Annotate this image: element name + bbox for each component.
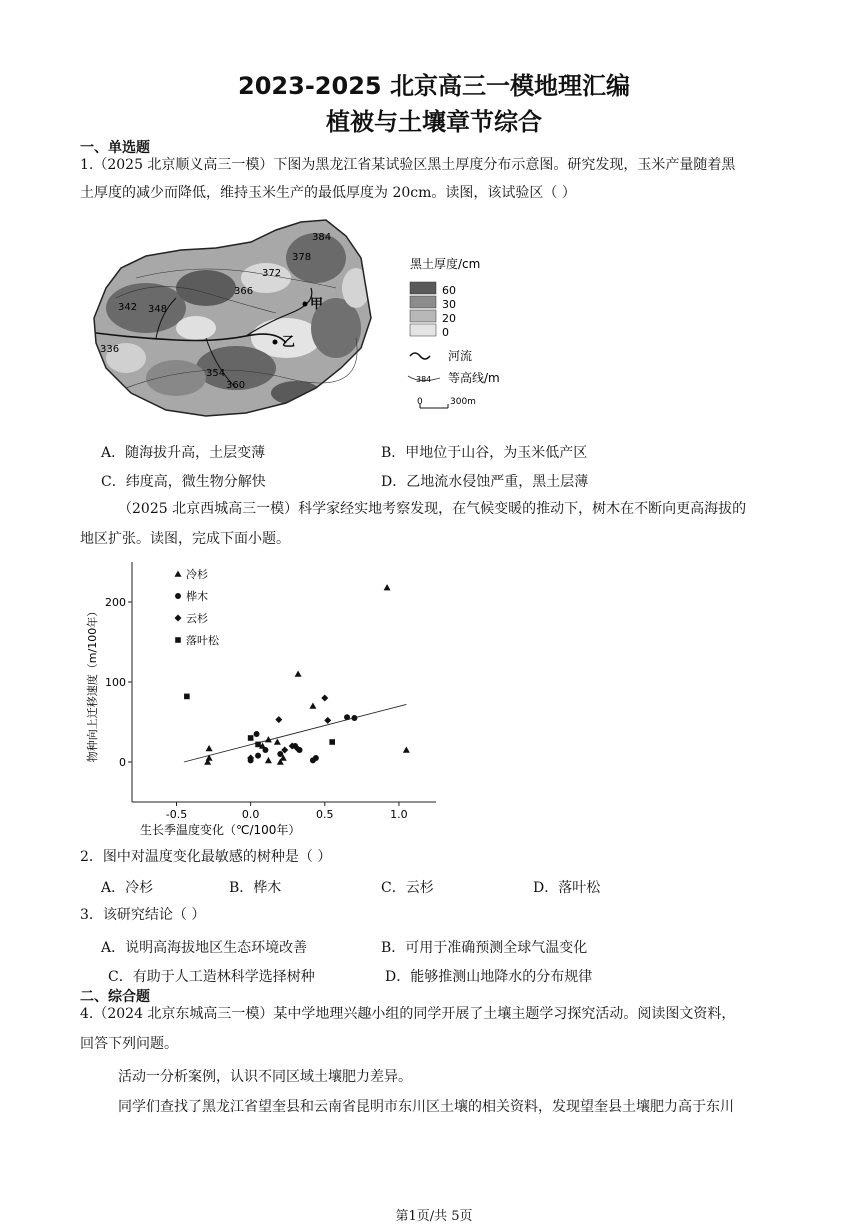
q3-option-b[interactable]: B．可用于准确预测全球气温变化: [381, 940, 588, 956]
q1-stem-line2: 土厚度的减少而降低，维持玉米生产的最低厚度为 20cm。读图，该试验区（ ）: [80, 185, 576, 201]
legend-label: 冷杉: [186, 568, 208, 581]
soil-thickness-area: [86, 218, 386, 428]
legend-swatch: [410, 282, 436, 294]
q1-option-d[interactable]: D．乙地流水侵蚀严重，黑土层薄: [381, 474, 589, 490]
q2-option-c[interactable]: C．云杉: [381, 880, 434, 896]
legend-swatch: [410, 310, 436, 322]
x-tick-label: -0.5: [165, 808, 188, 821]
contour-label: 372: [262, 268, 282, 279]
contour-legend-label: 等高线/m: [448, 371, 500, 385]
data-point: [184, 694, 190, 700]
legend-marker: [175, 571, 182, 577]
q3-option-a[interactable]: A．说明高海拔地区生态环境改善: [101, 940, 308, 956]
q1-option-c[interactable]: C．纬度高，微生物分解快: [101, 474, 266, 490]
data-point: [274, 739, 281, 745]
legend-marker: [175, 615, 182, 622]
contour-label: 354: [206, 368, 226, 379]
legend-value: 0: [442, 326, 449, 339]
q1-option-b[interactable]: B．甲地位于山谷，为玉米低产区: [381, 445, 588, 461]
data-point: [206, 745, 213, 751]
q3-option-c[interactable]: C．有助于人工造林科学选择树种: [108, 969, 315, 985]
legend-label: 桦木: [186, 590, 208, 603]
river-legend-symbol: [410, 353, 430, 359]
scale-length: 300m: [450, 397, 476, 407]
legend-value: 20: [442, 312, 456, 325]
legend-swatch: [410, 324, 436, 336]
q4-activity-heading: 活动一分析案例，认识不同区域土壤肥力差异。: [118, 1069, 412, 1085]
q2-stem: 2．图中对温度变化最敏感的树种是（ ）: [80, 849, 332, 865]
y-tick-label: 200: [105, 596, 126, 609]
q2-option-b[interactable]: B．桦木: [229, 880, 282, 896]
legend-label: 云杉: [186, 612, 208, 625]
data-point: [255, 753, 261, 759]
q3-stem: 3．该研究结论（ ）: [80, 907, 206, 923]
q4-paragraph: 同学们查找了黑龙江省望奎县和云南省昆明市东川区土壤的相关资料，发现望奎县土壤肥力高于东川: [118, 1099, 734, 1115]
doc-title: 2023-2025 北京高三一模地理汇编: [238, 72, 630, 100]
page-number: 第1页/共 5页: [395, 1209, 473, 1224]
data-point: [265, 757, 272, 763]
q2-option-d[interactable]: D．落叶松: [533, 880, 601, 896]
data-point: [275, 716, 282, 723]
data-point: [206, 755, 213, 761]
trend-line: [184, 704, 406, 762]
data-point: [295, 671, 302, 677]
legend-value: 60: [442, 284, 456, 297]
data-point: [254, 731, 260, 737]
legend-label: 落叶松: [186, 634, 219, 647]
contour-label: 384: [312, 232, 332, 243]
q4-stem-line1: 4.（2024 北京东城高三一模）某中学地理兴趣小组的同学开展了土壤主题学习探究活动。阅读图文资料，: [80, 1006, 736, 1022]
x-axis-label: 生长季温度变化（℃/100年）: [140, 823, 301, 837]
legend-title: 黑土厚度/cm: [410, 257, 481, 271]
data-point: [255, 742, 261, 748]
legend-value: 30: [442, 298, 456, 311]
data-point: [248, 735, 254, 741]
contour-label: 348: [148, 304, 168, 315]
data-point: [384, 584, 391, 590]
data-point: [262, 747, 268, 753]
contour-label: 378: [292, 252, 312, 263]
y-axis-label: 物种向上迁移速度（m/100年）: [86, 605, 99, 763]
data-point: [403, 747, 410, 753]
legend-marker: [175, 593, 181, 599]
contour-label: 336: [100, 344, 120, 355]
legend-swatch: [410, 296, 436, 308]
q4-stem-line2: 回答下列问题。: [80, 1036, 178, 1052]
y-tick-label: 0: [119, 756, 126, 769]
q2-option-a[interactable]: A．冷杉: [101, 880, 154, 896]
doc-subtitle: 植被与土壤章节综合: [326, 108, 542, 136]
y-tick-label: 100: [105, 676, 126, 689]
data-point: [329, 739, 335, 745]
data-point: [277, 751, 283, 757]
x-tick-label: 0.0: [241, 808, 260, 821]
legend-marker: [175, 637, 181, 643]
section-heading-single-choice: 一、单选题: [80, 140, 150, 156]
river-legend-label: 河流: [448, 349, 473, 363]
data-point: [321, 695, 328, 702]
data-point: [324, 717, 331, 724]
q2-3-intro-line2: 地区扩张。读图，完成下面小题。: [80, 531, 290, 547]
x-tick-label: 0.5: [316, 808, 334, 821]
contour-label: 366: [234, 286, 254, 297]
section-heading-comprehensive: 二、综合题: [80, 989, 150, 1005]
contour-label: 360: [226, 380, 246, 391]
data-point: [351, 715, 357, 721]
point-jia-marker: [303, 302, 308, 307]
point-yi-marker: [273, 340, 278, 345]
q1-option-a[interactable]: A．随海拔升高，土层变薄: [101, 445, 266, 461]
point-jia-label: 甲: [310, 297, 324, 312]
data-point: [309, 703, 316, 709]
black-soil-map: [86, 218, 526, 428]
point-yi-label: 乙: [282, 335, 296, 350]
scale-zero: 0: [417, 397, 423, 407]
contour-legend-sample: 384: [416, 375, 432, 384]
x-tick-label: 1.0: [390, 808, 408, 821]
q3-option-d[interactable]: D．能够推测山地降水的分布规律: [385, 969, 593, 985]
contour-label: 342: [118, 302, 138, 313]
data-point: [344, 714, 350, 720]
data-point: [313, 755, 319, 761]
migration-scatter-chart: [74, 558, 444, 840]
q1-stem-line1: 1.（2025 北京顺义高三一模）下图为黑龙江省某试验区黑土厚度分布示意图。研究发现，玉米产量随着黑: [80, 157, 736, 173]
q2-3-intro-line1: （2025 北京西城高三一模）科学家经实地考察发现，在气候变暖的推动下，树木在不断向更高海拔的: [118, 501, 747, 517]
